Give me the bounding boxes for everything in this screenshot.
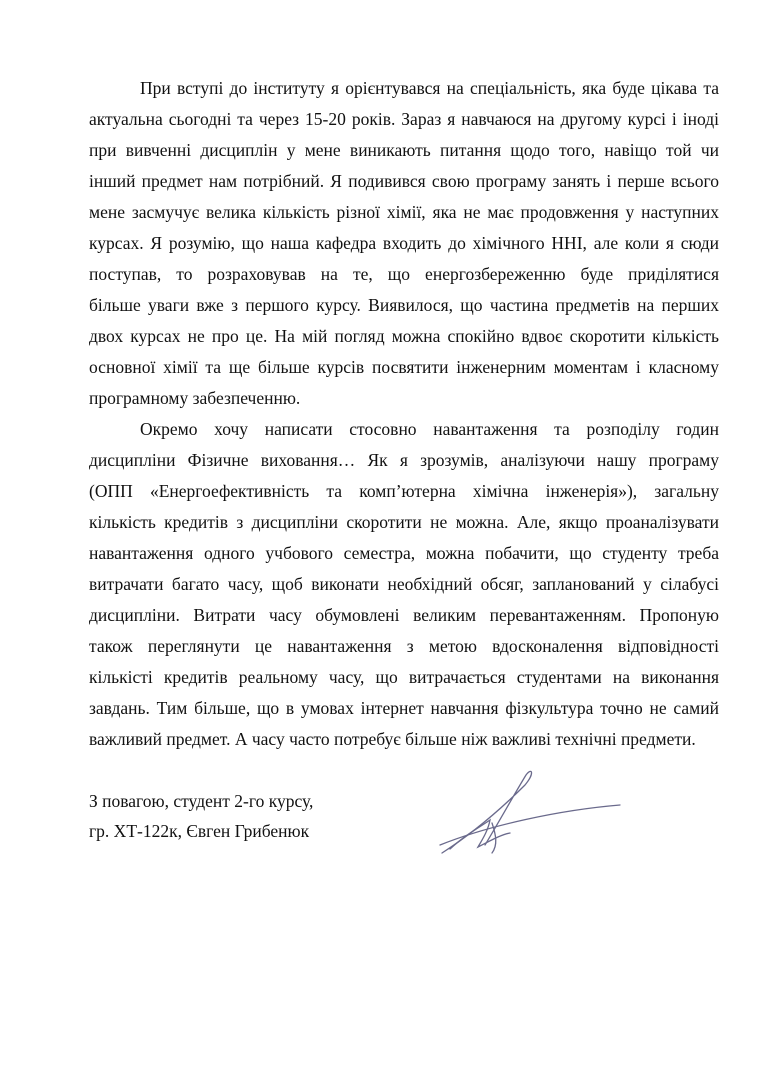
text-line: важливий предмет. А часу часто потребує більше ніж важливі технічні предмети. (89, 729, 696, 749)
text-line: завдань. Тим більше, що в умовах інтернет навчання фізкультура точно не самий (89, 698, 719, 718)
closing-line: З повагою, студент 2-го курсу, (89, 791, 314, 811)
text-line: програмному забезпеченню. (89, 388, 301, 408)
text-line: поступав, то розраховував на те, що енергозбереженню буде приділятися (89, 264, 719, 284)
letter-body (89, 73, 719, 755)
text-line: інший предмет нам потрібний. Я подивився свою програму занять і перше всього (89, 171, 719, 191)
author-line: гр. ХТ-122к, Євген Грибенюк (89, 821, 310, 841)
text-line: двох курсах не про це. На мій погляд можна спокійно вдвоє скоротити кількість (89, 326, 719, 346)
text-line: дисципліни. Витрати часу обумовлені великим перевантаженням. Пропоную (89, 605, 719, 625)
text-line: Окремо хочу написати стосовно навантаження та розподілу годин (140, 419, 719, 439)
text-line: при вивченні дисциплін у мене виникають питання щодо того, навіщо той чи (89, 140, 719, 160)
handwritten-signature (430, 765, 630, 860)
closing-block (89, 786, 313, 846)
text-line: актуальна сьогодні та через 15-20 років. Зараз я навчаюся на другому курсі і іноді (89, 109, 719, 129)
text-line: більше уваги вже з першого курсу. Виявилося, що частина предметів на перших (89, 295, 719, 315)
text-line: (ОПП «Енергоефективність та комп’ютерна хімічна інженерія»), загальну (89, 481, 719, 501)
text-line: витрачати багато часу, щоб виконати необхідний обсяг, запланований у сілабусі (89, 574, 719, 594)
text-line: також переглянути це навантаження з метою вдосконалення відповідності (89, 636, 719, 656)
text-line: При вступі до інституту я орієнтувався на спеціальність, яка буде цікава та (140, 78, 719, 98)
text-line: дисципліни Фізичне виховання… Як я зрозумів, аналізуючи нашу програму (89, 450, 719, 470)
text-line: курсах. Я розумію, що наша кафедра входить до хімічного ННІ, але коли я сюди (89, 233, 719, 253)
text-line: мене засмучує велика кількість різної хімії, яка не має продовження у наступних (89, 202, 719, 222)
text-line: навантаження одного учбового семестра, можна побачити, що студенту треба (89, 543, 719, 563)
text-line: основної хімії та ще більше курсів посвятити інженерним моментам і класному (89, 357, 719, 377)
text-line: кількість кредитів з дисципліни скоротити не можна. Але, якщо проаналізувати (89, 512, 719, 532)
text-line: кількісті кредитів реальному часу, що витрачається студентами на виконання (89, 667, 719, 687)
